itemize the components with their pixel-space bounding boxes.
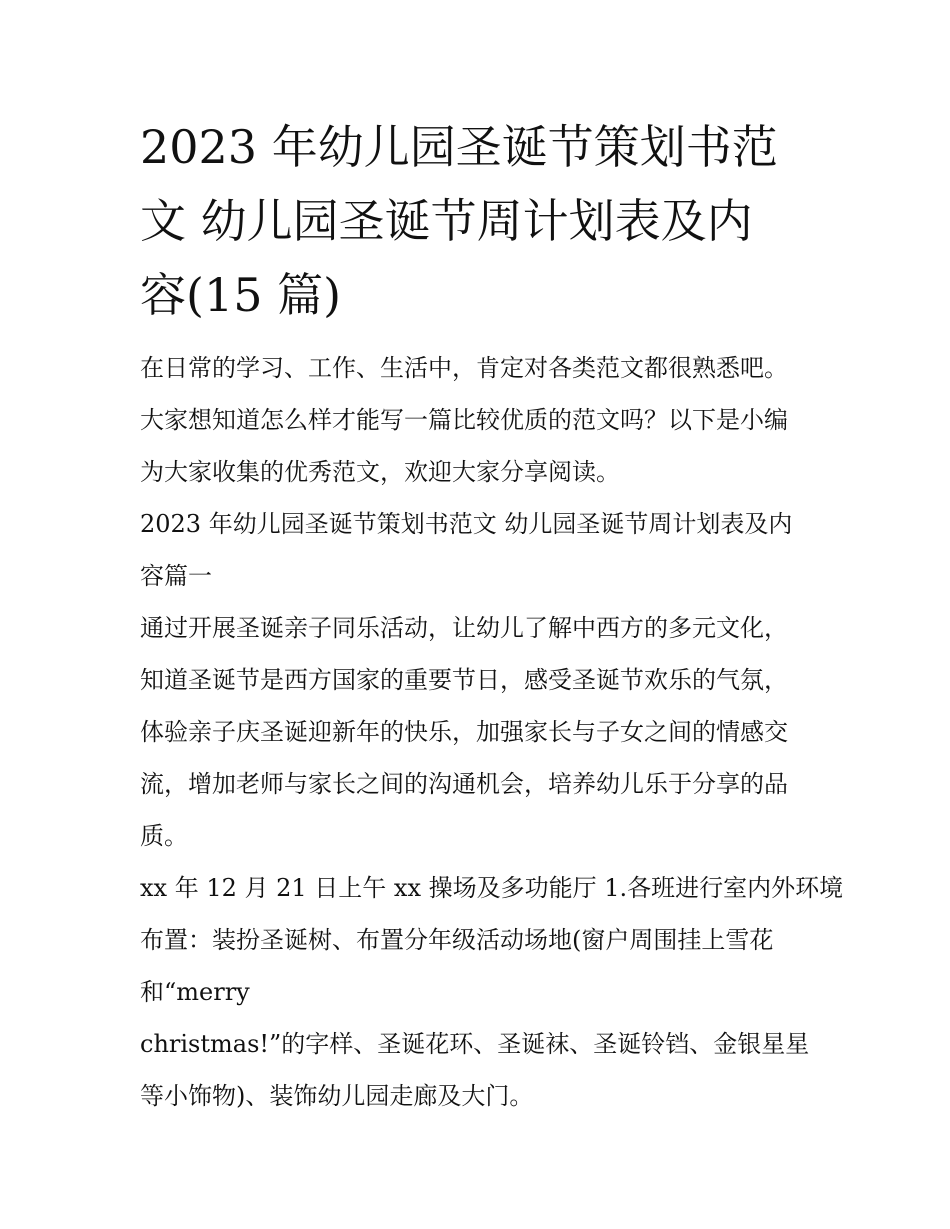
title-line-1: 2023 年幼儿园圣诞节策划书范 [140,120,778,174]
paragraph-line: 质。 [140,822,188,850]
title-line-2: 文 幼儿园圣诞节周计划表及内 [140,194,753,248]
paragraph-line: 流，增加老师与家长之间的沟通机会，培养幼儿乐于分享的品 [140,770,788,798]
intro-paragraph [140,342,820,498]
paragraph-line: 2023 年幼儿园圣诞节策划书范文 幼儿园圣诞节周计划表及内 [140,510,793,538]
paragraph-line: 和“merry [140,978,250,1006]
paragraph-line: 为大家收集的优秀范文，欢迎大家分享阅读。 [140,458,620,486]
paragraph-line: 在日常的学习、工作、生活中，肯定对各类范文都很熟悉吧。 [140,354,788,382]
document-title [140,110,820,332]
paragraph-line: 通过开展圣诞亲子同乐活动，让幼儿了解中西方的多元文化， [140,614,788,642]
paragraph-line: 体验亲子庆圣诞迎新年的快乐，加强家长与子女之间的情感交 [140,718,788,746]
section-heading-paragraph [140,498,820,602]
paragraph-line: 布置：装扮圣诞树、布置分年级活动场地(窗户周围挂上雪花 [140,926,774,954]
paragraph-line: xx 年 12 月 21 日上午 xx 操场及多功能厅 1.各班进行室内外环境 [140,874,844,902]
paragraph-line: 等小饰物)、装饰幼儿园走廊及大门。 [140,1082,534,1110]
paragraph-line: christmas!”的字样、圣诞花环、圣诞袜、圣诞铃铛、金银星星 [140,1030,810,1058]
title-line-3: 容(15 篇) [140,268,342,322]
decoration-paragraph [140,1018,820,1122]
paragraph-line: 大家想知道怎么样才能写一篇比较优质的范文吗？以下是小编 [140,406,788,434]
purpose-paragraph [140,602,820,862]
schedule-paragraph [140,862,844,1018]
document-page [140,110,844,1122]
paragraph-line: 容篇一 [140,562,212,590]
paragraph-line: 知道圣诞节是西方国家的重要节日，感受圣诞节欢乐的气氛， [140,666,788,694]
